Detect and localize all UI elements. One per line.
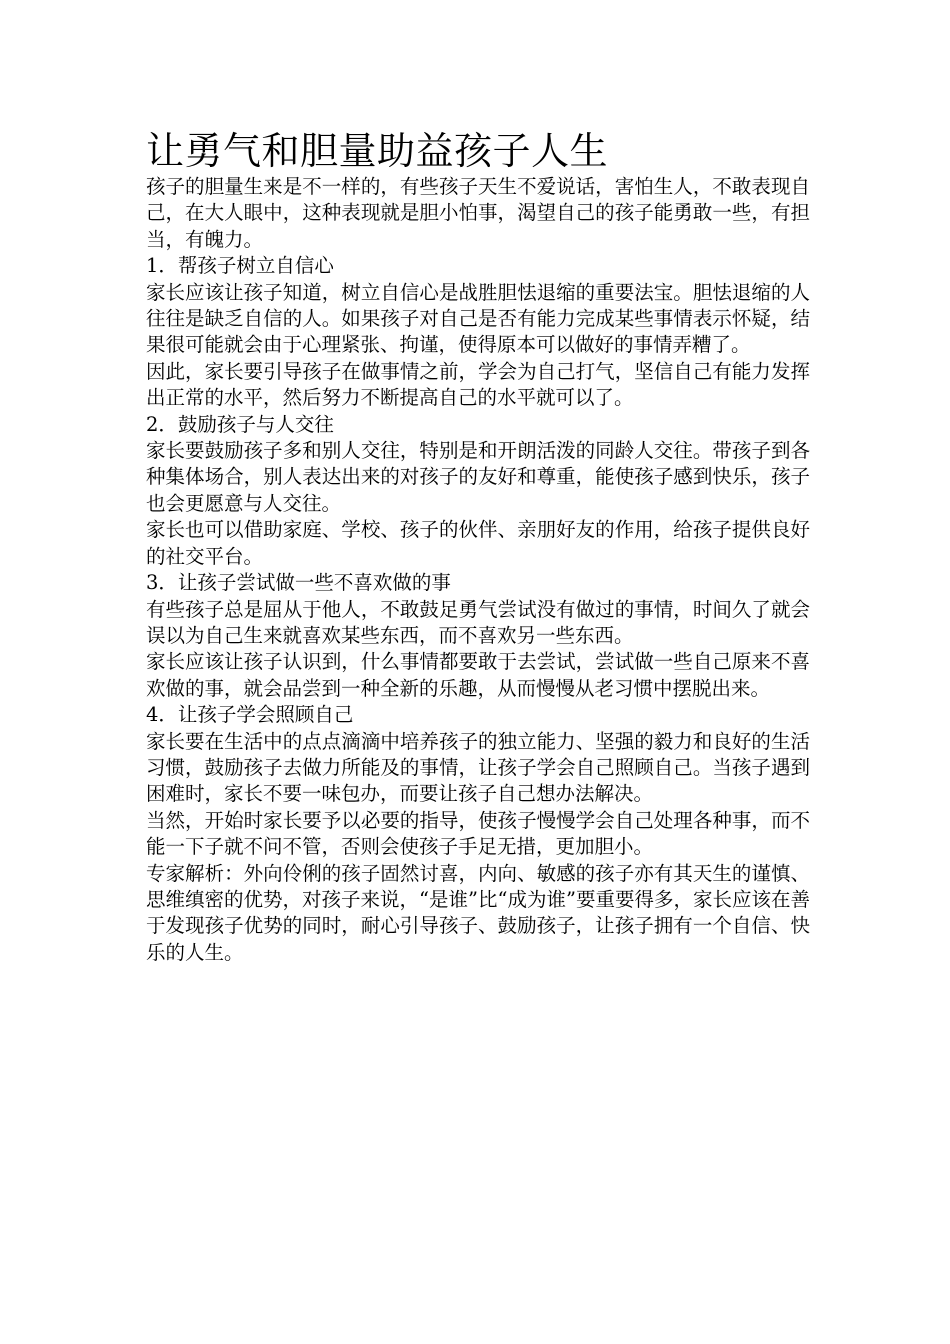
section-2-paragraph-2: 家长也可以借助家庭、学校、孩子的伙伴、亲朋好友的作用，给孩子提供良好的社交平台。 [146,518,810,568]
document-title: 让勇气和胆量助益孩子人生 [146,129,609,173]
document-page [146,128,810,966]
section-heading-1: 1．帮孩子树立自信心 [146,254,334,278]
section-4-paragraph-2: 当然，开始时家长要予以必要的指导，使孩子慢慢学会自己处理各种事，而不能一下子就不问不管，否则会使孩子手足无措，更加胆小。 [146,808,810,859]
document-body [146,174,810,966]
expert-analysis-paragraph: 专家解析：外向伶俐的孩子固然讨喜，内向、敏感的孩子亦有其天生的谨慎、思维缜密的优势，对孩子来说，“是谁”比“成为谁”要重要得多，家长应该在善于发现孩子优势的同时，耐心引导孩子、鼓励孩子，让孩子拥有一个自信、快乐的人生。 [146,861,810,964]
section-3-paragraph-2: 家长应该让孩子认识到，什么事情都要敢于去尝试，尝试做一些自己原来不喜欢做的事，就会品尝到一种全新的乐趣，从而慢慢从老习惯中摆脱出来。 [146,650,810,700]
section-3-paragraph-1: 有些孩子总是屈从于他人，不敢鼓足勇气尝试没有做过的事情，时间久了就会误以为自己生来就喜欢某些东西，而不喜欢另一些东西。 [146,597,810,647]
section-1-paragraph-2: 因此，家长要引导孩子在做事情之前，学会为自己打气，坚信自己有能力发挥出正常的水平，然后努力不断提高自己的水平就可以了。 [146,359,810,410]
section-heading-4: 4．让孩子学会照顾自己 [146,703,354,727]
section-heading-3: 3．让孩子尝试做一些不喜欢做的事 [146,571,451,595]
intro-paragraph: 孩子的胆量生来是不一样的，有些孩子天生不爱说话，害怕生人，不敢表现自己，在大人眼中，这种表现就是胆小怕事，渴望自己的孩子能勇敢一些，有担当，有魄力。 [146,175,810,251]
section-1-paragraph-1: 家长应该让孩子知道，树立自信心是战胜胆怯退缩的重要法宝。胆怯退缩的人往往是缺乏自信的人。如果孩子对自己是否有能力完成某些事情表示怀疑，结果很可能就会由于心理紧张、拘谨，使得原本可以做好的事情弄糟了。 [146,280,810,357]
section-heading-2: 2．鼓励孩子与人交往 [146,412,334,436]
section-2-paragraph-1: 家长要鼓励孩子多和别人交往，特别是和开朗活泼的同龄人交往。带孩子到各种集体场合，别人表达出来的对孩子的友好和尊重，能使孩子感到快乐，孩子也会更愿意与人交往。 [146,439,810,515]
section-4-paragraph-1: 家长要在生活中的点点滴滴中培养孩子的独立能力、坚强的毅力和良好的生活习惯，鼓励孩子去做力所能及的事情，让孩子学会自己照顾自己。当孩子遇到困难时，家长不要一味包办，而要让孩子自己想办法解决。 [146,729,810,806]
